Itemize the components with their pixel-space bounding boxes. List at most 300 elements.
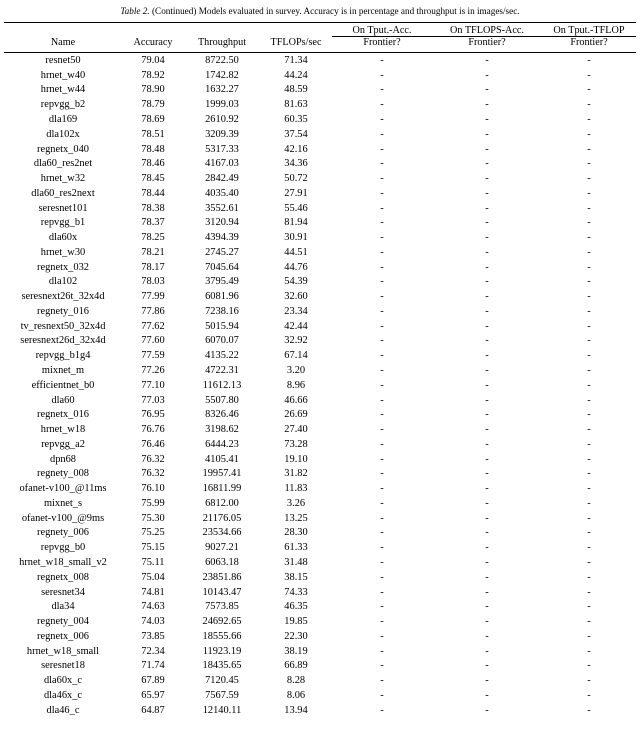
cell-tflops: 28.30: [284, 527, 308, 539]
cell-frontier-tflops-acc: -: [485, 527, 489, 539]
cell-frontier-tput-acc: -: [380, 675, 384, 687]
cell-model-name: seresnext26d_32x4d: [20, 335, 106, 347]
cell-throughput: 5507.80: [205, 394, 239, 406]
cell-tflops: 61.33: [284, 542, 308, 554]
cell-model-name: efficientnet_b0: [31, 379, 95, 391]
cell-model-name: regnetx_032: [37, 261, 89, 273]
cell-model-name: hrnet_w18_small: [26, 645, 100, 657]
cell-frontier-tput-tflops: -: [587, 379, 591, 391]
cell-accuracy: 78.51: [141, 128, 165, 140]
cell-tflops: 42.44: [284, 320, 308, 332]
cell-frontier-tput-tflops: -: [587, 586, 591, 598]
cell-frontier-tflops-acc: -: [485, 202, 489, 214]
cell-frontier-tput-acc: -: [380, 350, 384, 362]
cell-throughput: 7120.45: [205, 675, 239, 687]
cell-frontier-tput-acc: -: [380, 143, 384, 155]
cell-frontier-tflops-acc: -: [485, 468, 489, 480]
cell-frontier-tput-tflops: -: [587, 556, 591, 568]
cell-frontier-tflops-acc: -: [485, 424, 489, 436]
cell-frontier-tput-acc: -: [380, 645, 384, 657]
table-row: [4, 689, 636, 704]
cell-frontier-tput-tflops: -: [587, 276, 591, 288]
table-row: [4, 157, 636, 172]
cell-frontier-tput-tflops: -: [587, 202, 591, 214]
cell-throughput: 4135.22: [205, 350, 239, 362]
cell-frontier-tput-tflops: -: [587, 630, 591, 642]
cell-frontier-tput-acc: -: [380, 468, 384, 480]
cell-accuracy: 75.04: [141, 571, 165, 583]
cell-frontier-tflops-acc: -: [485, 630, 489, 642]
cell-frontier-tflops-acc: -: [485, 246, 489, 258]
cell-accuracy: 77.26: [141, 365, 165, 377]
header-blank-tflops: [260, 24, 332, 37]
cell-model-name: regnetx_016: [37, 409, 89, 421]
cell-model-name: mixnet_s: [43, 497, 83, 509]
cell-frontier-tput-acc: -: [380, 630, 384, 642]
table-row: [4, 364, 636, 379]
cell-accuracy: 76.95: [141, 409, 165, 421]
cell-frontier-tput-tflops: -: [587, 675, 591, 687]
cell-frontier-tput-tflops: -: [587, 394, 591, 406]
table-row: [4, 556, 636, 571]
cell-frontier-tflops-acc: -: [485, 217, 489, 229]
cell-frontier-tput-acc: -: [380, 335, 384, 347]
table-row: [4, 202, 636, 217]
cell-throughput: 9027.21: [205, 542, 239, 554]
table-row: [4, 113, 636, 128]
header-row-line2: [4, 37, 636, 53]
header-blank-accuracy: [122, 24, 184, 37]
cell-throughput: 6812.00: [205, 497, 239, 509]
table-row: [4, 394, 636, 409]
cell-frontier-tput-acc: -: [380, 217, 384, 229]
cell-accuracy: 72.34: [141, 645, 165, 657]
table-row: [4, 423, 636, 438]
cell-throughput: 10143.47: [202, 586, 242, 598]
cell-frontier-tput-acc: -: [380, 556, 384, 568]
cell-tflops: 19.10: [284, 453, 308, 465]
table-row: [4, 586, 636, 601]
cell-frontier-tflops-acc: -: [485, 54, 489, 66]
cell-model-name: mixnet_m: [41, 365, 85, 377]
table-row: [4, 674, 636, 689]
cell-model-name: regnety_008: [37, 468, 89, 480]
table-row: [4, 334, 636, 349]
cell-model-name: regnety_004: [37, 616, 89, 628]
cell-frontier-tput-acc: -: [380, 202, 384, 214]
cell-tflops: 27.40: [284, 424, 308, 436]
cell-frontier-tflops-acc: -: [485, 542, 489, 554]
table-caption: [4, 6, 636, 18]
cell-accuracy: 74.81: [141, 586, 165, 598]
cell-model-name: repvgg_a2: [41, 438, 85, 450]
cell-frontier-tput-acc: -: [380, 453, 384, 465]
cell-throughput: 2745.27: [205, 246, 239, 258]
cell-frontier-tput-tflops: -: [587, 261, 591, 273]
cell-frontier-tput-tflops: -: [587, 128, 591, 140]
cell-tflops: 81.94: [284, 217, 308, 229]
cell-accuracy: 78.37: [141, 217, 165, 229]
cell-tflops: 46.66: [284, 394, 308, 406]
cell-tflops: 48.59: [284, 84, 308, 96]
cell-frontier-tput-acc: -: [380, 246, 384, 258]
cell-frontier-tput-tflops: -: [587, 512, 591, 524]
cell-frontier-tput-acc: -: [380, 438, 384, 450]
cell-frontier-tput-tflops: -: [587, 291, 591, 303]
cell-accuracy: 76.46: [141, 438, 165, 450]
cell-tflops: 11.83: [284, 483, 308, 495]
cell-model-name: repvgg_b2: [40, 99, 86, 111]
cell-tflops: 30.91: [284, 232, 308, 244]
cell-frontier-tflops-acc: -: [485, 69, 489, 81]
cell-frontier-tput-tflops: -: [587, 424, 591, 436]
cell-model-name: ofanet-v100_@11ms: [19, 483, 107, 495]
cell-accuracy: 77.59: [141, 350, 165, 362]
cell-throughput: 18435.65: [202, 660, 242, 672]
cell-frontier-tflops-acc: -: [485, 675, 489, 687]
cell-frontier-tflops-acc: -: [485, 128, 489, 140]
cell-accuracy: 76.10: [141, 483, 165, 495]
cell-tflops: 8.28: [286, 675, 306, 687]
cell-frontier-tflops-acc: -: [485, 99, 489, 111]
cell-frontier-tput-tflops: -: [587, 645, 591, 657]
cell-accuracy: 75.25: [141, 527, 165, 539]
cell-accuracy: 78.45: [141, 173, 165, 185]
cell-model-name: dla60_res2net: [33, 158, 93, 170]
cell-frontier-tput-tflops: -: [587, 173, 591, 185]
header-accuracy: Accuracy: [133, 37, 173, 49]
cell-tflops: 44.76: [284, 261, 308, 273]
cell-throughput: 24692.65: [202, 616, 242, 628]
table-row: [4, 83, 636, 98]
cell-tflops: 19.85: [284, 616, 308, 628]
cell-tflops: 42.16: [284, 143, 308, 155]
cell-tflops: 44.24: [284, 69, 308, 81]
cell-frontier-tput-tflops: -: [587, 468, 591, 480]
cell-frontier-tflops-acc: -: [485, 483, 489, 495]
cell-tflops: 31.48: [284, 556, 308, 568]
table-row: [4, 526, 636, 541]
cell-frontier-tflops-acc: -: [485, 365, 489, 377]
table-row: [4, 261, 636, 276]
cell-accuracy: 67.89: [141, 675, 165, 687]
cell-accuracy: 75.30: [141, 512, 165, 524]
cell-tflops: 3.20: [286, 365, 306, 377]
cell-model-name: resnet50: [45, 54, 81, 66]
table-row: [4, 246, 636, 261]
cell-throughput: 4105.41: [205, 453, 239, 465]
cell-model-name: regnety_006: [37, 527, 89, 539]
table-caption-text: (Continued) Models evaluated in survey. Accuracy is in percentage and throughput is in images/sec.: [152, 6, 520, 16]
cell-model-name: dla46_c: [46, 704, 80, 716]
table-row: [4, 216, 636, 231]
cell-accuracy: 78.79: [141, 99, 165, 111]
cell-accuracy: 78.03: [141, 276, 165, 288]
cell-frontier-tput-acc: -: [380, 320, 384, 332]
cell-frontier-tflops-acc: -: [485, 689, 489, 701]
cell-throughput: 3795.49: [205, 276, 239, 288]
cell-model-name: dla34: [51, 601, 75, 613]
cell-tflops: 38.19: [284, 645, 308, 657]
cell-frontier-tput-acc: -: [380, 261, 384, 273]
cell-tflops: 8.96: [286, 379, 306, 391]
cell-throughput: 11923.19: [202, 645, 242, 657]
table-caption-label: Table 2.: [120, 6, 150, 16]
table-row: [4, 143, 636, 158]
cell-model-name: repvgg_b1g4: [35, 350, 91, 362]
cell-model-name: seresnet34: [41, 586, 85, 598]
table-body: [4, 54, 636, 718]
cell-model-name: dla60: [51, 394, 75, 406]
table-row: [4, 349, 636, 364]
cell-frontier-tflops-acc: -: [485, 173, 489, 185]
cell-frontier-tput-tflops: -: [587, 689, 591, 701]
table-head: [4, 22, 636, 54]
cell-accuracy: 73.85: [141, 630, 165, 642]
cell-tflops: 73.28: [284, 438, 308, 450]
cell-frontier-tput-tflops: -: [587, 350, 591, 362]
table-row: [4, 704, 636, 719]
cell-frontier-tput-tflops: -: [587, 320, 591, 332]
cell-model-name: hrnet_w18_small_v2: [19, 556, 107, 568]
header-frontier-tflops-acc-line1: On TFLOPS-Acc.: [432, 24, 542, 37]
cell-throughput: 8722.50: [205, 54, 239, 66]
cell-throughput: 4167.03: [205, 158, 239, 170]
cell-throughput: 1632.27: [205, 84, 239, 96]
cell-accuracy: 74.63: [141, 601, 165, 613]
cell-frontier-tput-tflops: -: [587, 69, 591, 81]
table-row: [4, 290, 636, 305]
cell-frontier-tput-acc: -: [380, 69, 384, 81]
cell-throughput: 21176.05: [202, 512, 242, 524]
cell-frontier-tput-tflops: -: [587, 143, 591, 155]
cell-frontier-tflops-acc: -: [485, 305, 489, 317]
cell-tflops: 32.60: [284, 291, 308, 303]
table-row: [4, 408, 636, 423]
cell-frontier-tflops-acc: -: [485, 291, 489, 303]
cell-throughput: 7238.16: [205, 305, 239, 317]
cell-frontier-tflops-acc: -: [485, 335, 489, 347]
header-throughput: Throughput: [197, 37, 247, 49]
cell-frontier-tput-tflops: -: [587, 246, 591, 258]
cell-throughput: 7045.64: [205, 261, 239, 273]
cell-frontier-tflops-acc: -: [485, 409, 489, 421]
cell-tflops: 13.94: [284, 704, 308, 716]
cell-frontier-tput-acc: -: [380, 601, 384, 613]
cell-frontier-tput-tflops: -: [587, 114, 591, 125]
cell-frontier-tput-acc: -: [380, 291, 384, 303]
cell-frontier-tput-acc: -: [380, 512, 384, 524]
cell-frontier-tput-tflops: -: [587, 99, 591, 111]
cell-throughput: 6081.96: [205, 291, 239, 303]
cell-throughput: 23534.66: [202, 527, 242, 539]
cell-throughput: 3198.62: [205, 424, 239, 436]
cell-throughput: 3120.94: [205, 217, 239, 229]
table-row: [4, 645, 636, 660]
cell-frontier-tput-tflops: -: [587, 497, 591, 509]
cell-frontier-tput-tflops: -: [587, 217, 591, 229]
cell-frontier-tput-acc: -: [380, 483, 384, 495]
cell-model-name: seresnet101: [38, 202, 88, 214]
cell-throughput: 6070.07: [205, 335, 239, 347]
table-row: [4, 128, 636, 143]
cell-accuracy: 78.44: [141, 187, 165, 199]
cell-throughput: 3552.61: [205, 202, 239, 214]
table-row: [4, 467, 636, 482]
cell-model-name: regnetx_006: [37, 630, 89, 642]
cell-model-name: dla169: [48, 114, 78, 125]
header-blank-name: [4, 24, 122, 37]
table-row: [4, 438, 636, 453]
cell-tflops: 3.26: [286, 497, 306, 509]
cell-tflops: 67.14: [284, 350, 308, 362]
cell-frontier-tput-acc: -: [380, 305, 384, 317]
cell-frontier-tflops-acc: -: [485, 616, 489, 628]
cell-frontier-tflops-acc: -: [485, 497, 489, 509]
cell-frontier-tflops-acc: -: [485, 114, 489, 125]
cell-accuracy: 78.21: [141, 246, 165, 258]
cell-model-name: hrnet_w32: [40, 173, 86, 185]
cell-frontier-tput-acc: -: [380, 232, 384, 244]
cell-accuracy: 78.69: [141, 114, 165, 125]
cell-frontier-tput-tflops: -: [587, 453, 591, 465]
cell-accuracy: 71.74: [141, 660, 165, 672]
header-tflops: TFLOPs/sec: [270, 37, 322, 49]
cell-accuracy: 78.92: [141, 69, 165, 81]
cell-throughput: 7573.85: [205, 601, 239, 613]
cell-accuracy: 76.76: [141, 424, 165, 436]
cell-throughput: 7567.59: [205, 689, 239, 701]
cell-frontier-tput-tflops: -: [587, 232, 591, 244]
cell-throughput: 4722.31: [205, 365, 239, 377]
cell-throughput: 1999.03: [205, 99, 239, 111]
cell-model-name: hrnet_w40: [40, 69, 86, 81]
header-blank-throughput: [184, 24, 260, 37]
cell-frontier-tflops-acc: -: [485, 556, 489, 568]
header-frontier-tflops-acc-line2: Frontier?: [468, 37, 506, 49]
cell-model-name: seresnext26t_32x4d: [21, 291, 105, 303]
cell-accuracy: 78.38: [141, 202, 165, 214]
cell-frontier-tflops-acc: -: [485, 379, 489, 391]
cell-tflops: 23.34: [284, 305, 308, 317]
cell-frontier-tput-acc: -: [380, 158, 384, 170]
cell-frontier-tput-tflops: -: [587, 305, 591, 317]
cell-tflops: 50.72: [284, 173, 308, 185]
header-row-line1: [4, 24, 636, 37]
cell-accuracy: 75.15: [141, 542, 165, 554]
cell-frontier-tput-tflops: -: [587, 158, 591, 170]
cell-throughput: 18555.66: [202, 630, 242, 642]
cell-accuracy: 75.99: [141, 497, 165, 509]
cell-throughput: 11612.13: [202, 379, 242, 391]
table-row: [4, 379, 636, 394]
cell-model-name: regnetx_040: [37, 143, 89, 155]
cell-frontier-tput-acc: -: [380, 586, 384, 598]
cell-tflops: 22.30: [284, 630, 308, 642]
cell-frontier-tput-tflops: -: [587, 483, 591, 495]
cell-throughput: 4035.40: [205, 187, 239, 199]
cell-frontier-tflops-acc: -: [485, 586, 489, 598]
cell-accuracy: 64.87: [141, 704, 165, 716]
cell-accuracy: 78.17: [141, 261, 165, 273]
cell-frontier-tflops-acc: -: [485, 660, 489, 672]
cell-throughput: 2610.92: [205, 114, 239, 125]
cell-frontier-tflops-acc: -: [485, 232, 489, 244]
cell-frontier-tput-tflops: -: [587, 365, 591, 377]
table-row: [4, 187, 636, 202]
table-row: [4, 615, 636, 630]
cell-accuracy: 75.11: [141, 556, 165, 568]
cell-frontier-tput-acc: -: [380, 497, 384, 509]
cell-accuracy: 74.03: [141, 616, 165, 628]
cell-frontier-tflops-acc: -: [485, 512, 489, 524]
cell-throughput: 6063.18: [205, 556, 239, 568]
cell-tflops: 44.51: [284, 246, 308, 258]
cell-frontier-tput-tflops: -: [587, 187, 591, 199]
cell-tflops: 32.92: [284, 335, 308, 347]
cell-accuracy: 65.97: [141, 689, 165, 701]
cell-frontier-tflops-acc: -: [485, 187, 489, 199]
cell-model-name: repvgg_b0: [40, 542, 86, 554]
cell-frontier-tflops-acc: -: [485, 143, 489, 155]
cell-frontier-tput-acc: -: [380, 394, 384, 406]
cell-frontier-tput-tflops: -: [587, 660, 591, 672]
cell-frontier-tflops-acc: -: [485, 84, 489, 96]
cell-frontier-tput-acc: -: [380, 187, 384, 199]
cell-frontier-tput-tflops: -: [587, 542, 591, 554]
cell-frontier-tput-acc: -: [380, 542, 384, 554]
cell-throughput: 4394.39: [205, 232, 239, 244]
cell-tflops: 26.69: [284, 409, 308, 421]
cell-frontier-tput-acc: -: [380, 704, 384, 716]
cell-tflops: 71.34: [284, 54, 308, 66]
cell-tflops: 34.36: [284, 158, 308, 170]
cell-frontier-tput-acc: -: [380, 660, 384, 672]
cell-tflops: 60.35: [284, 114, 308, 125]
header-frontier-tput-acc-line1: On Tput.-Acc.: [332, 24, 432, 37]
cell-model-name: hrnet_w44: [40, 84, 86, 96]
cell-throughput: 5317.33: [205, 143, 239, 155]
cell-frontier-tput-acc: -: [380, 571, 384, 583]
cell-accuracy: 79.04: [141, 54, 165, 66]
cell-tflops: 54.39: [284, 276, 308, 288]
cell-throughput: 6444.23: [205, 438, 239, 450]
table-row: [4, 659, 636, 674]
cell-model-name: repvgg_b1: [40, 217, 86, 229]
cell-frontier-tput-tflops: -: [587, 54, 591, 66]
cell-accuracy: 77.03: [141, 394, 165, 406]
cell-accuracy: 77.62: [141, 320, 165, 332]
cell-frontier-tput-acc: -: [380, 424, 384, 436]
cell-tflops: 37.54: [284, 128, 308, 140]
cell-tflops: 66.89: [284, 660, 308, 672]
cell-model-name: dla60x: [48, 232, 78, 244]
cell-frontier-tput-acc: -: [380, 173, 384, 185]
cell-tflops: 31.82: [284, 468, 308, 480]
cell-model-name: dla102: [48, 276, 78, 288]
cell-model-name: dla102x: [46, 128, 80, 140]
cell-accuracy: 78.90: [141, 84, 165, 96]
table-row: [4, 571, 636, 586]
cell-accuracy: 78.48: [141, 143, 165, 155]
cell-model-name: regnetx_008: [37, 571, 89, 583]
cell-model-name: hrnet_w30: [40, 246, 86, 258]
cell-throughput: 19957.41: [202, 468, 242, 480]
cell-accuracy: 77.99: [141, 291, 165, 303]
cell-frontier-tput-acc: -: [380, 379, 384, 391]
cell-accuracy: 76.32: [141, 453, 165, 465]
cell-accuracy: 78.25: [141, 232, 165, 244]
